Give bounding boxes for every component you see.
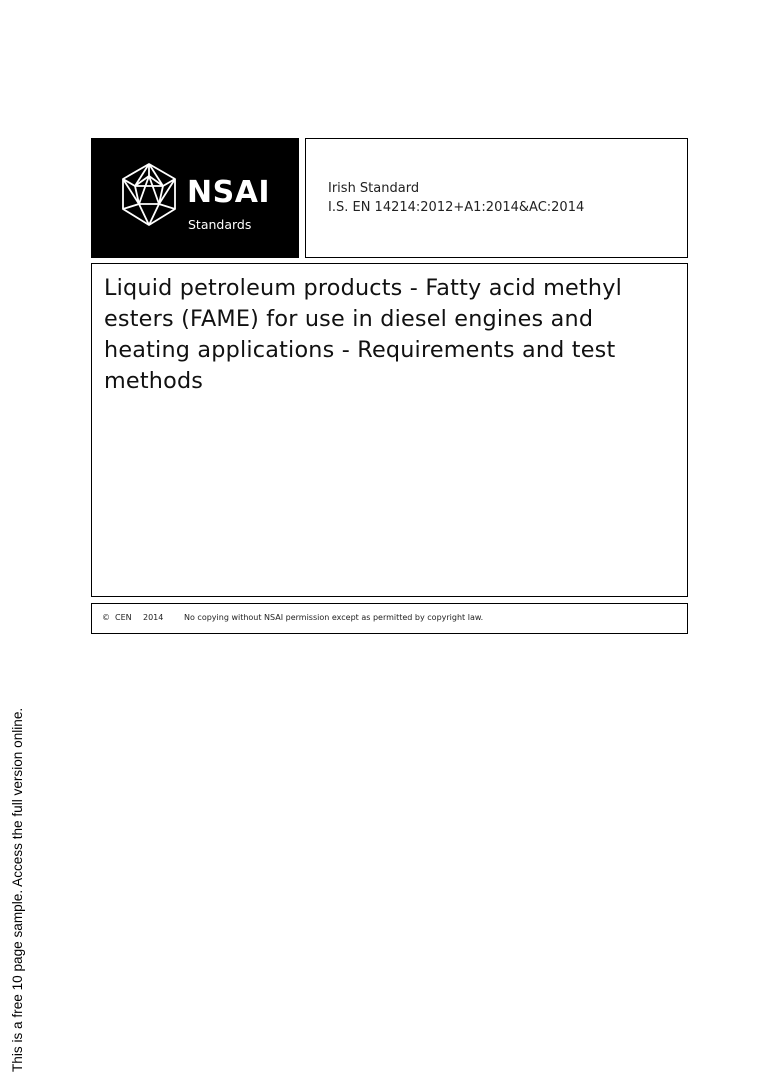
logo-wordmark: NSAI [187, 175, 271, 210]
copyright-holder: CEN [115, 613, 132, 622]
logo-subtitle: Standards [188, 217, 252, 232]
copyright-notice: No copying without NSAI permission except as permitted by copyright law. [184, 613, 484, 622]
copyright-symbol: © [102, 613, 110, 622]
title-panel [91, 263, 688, 597]
standard-type: Irish Standard [328, 181, 420, 196]
sample-notice-text: This is a free 10 page sample. Access the full version online. [10, 707, 25, 1072]
copyright-year: 2014 [143, 613, 164, 622]
sample-notice [7, 318, 29, 1072]
standard-identification [305, 138, 688, 258]
nsai-logo-panel [91, 138, 299, 258]
standard-number: I.S. EN 14214:2012+A1:2014&AC:2014 [328, 200, 585, 215]
document-title: Liquid petroleum products - Fatty acid methyl esters (FAME) for use in diesel engines and heating applications - Requirements and test methods [104, 275, 622, 394]
geodesic-polyhedron-icon [119, 162, 179, 228]
copyright-bar [91, 603, 688, 634]
